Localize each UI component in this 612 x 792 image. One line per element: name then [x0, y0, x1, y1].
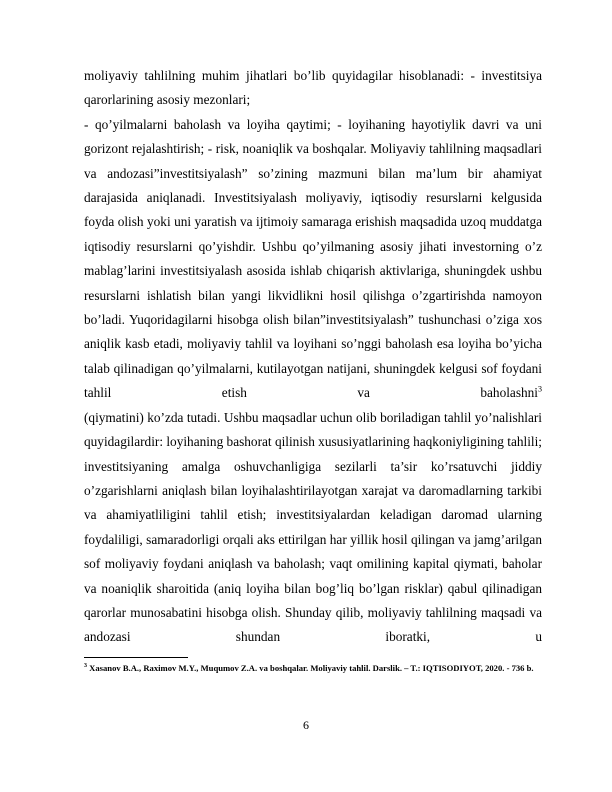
footnote-reference[interactable]: 3 — [538, 384, 542, 394]
paragraph-1: moliyaviy tahlilning muhim jihatlari bo’lib quyidagilar hisoblanadi: - investitsiya qarorlarining asosiy mezonlari; — [84, 68, 542, 108]
paragraph-2 — [84, 113, 542, 406]
footnote — [84, 660, 554, 677]
footnote-divider — [84, 657, 188, 658]
footnote-text: Xasanov B.A., Raximov M.Y., Muqumov Z.A. va boshqalar. Moliyaviy tahlil. Darslik. – T.: IQTISODIYOT, 2020. - 736 b. — [89, 663, 534, 673]
footnote-marker: 3 — [84, 663, 87, 670]
paragraph-3: (qiymatini) ko’zda tutadi. Ushbu maqsadlar uchun olib boriladigan tahlil yo’nalishlari quyidagilardir: loyihaning bashorat qilinish xususiyatlarining haqkoniyligining tahlili; investitsiyaning amalga oshuvchanligiga sezilarli ta’sir ko’rsatuvchi jiddiy o’zgarishlarni aniqlash bilan loyihalashtirilayotgan xarajat va daromadlarning tarkibi va ahamiyatliligini tahlil etish; investitsiyalardan keladigan daromad ularning foydaliligi, samaradorligi orqali aks ettirilgan har yillik hosil qilingan va jamg’arilgan sof moliyaviy foydani aniqlash va baholash; vaqt omilining kapital qiymati, baholar va noaniqlik sharoitida (aniq loyiha bilan bog’liq bo’lgan risklar) qabul qilinadigan qarorlar munosabatini hisobga olish. Shunday qilib, moliyaviy tahlilning maqsadi va andozasi shundan iboratki, u — [84, 409, 542, 645]
body-text — [84, 64, 542, 650]
page-number: 6 — [303, 718, 309, 732]
paragraph-2-text: - qo’yilmalarni baholash va loyiha qaytimi; - loyihaning hayotiylik davri va uni gorizont rejalashtirish; - risk, noaniqlik va boshqalar. Moliyaviy tahlilning maqsadlari va andozasi”investitsiyalash” so’zining mazmuni bilan ma’lum bir ahamiyat darajasida aniqlanadi. Investitsiyalash moliyaviy, iqtisodiy resurslarni kelgusida foyda olish yoki uni yaratish va ijtimoiy samaraga erishish maqsadida uzoq muddatga iqtisodiy resurslarni qo’yishdir. Ushbu qo’yilmaning asosiy jihati investorning o’z mablag’larini investitsiyalash asosida ishlab chiqarish aktivlariga, shuningdek ushbu resurslarni ishlatish bilan yangi likvidlikni hosil qilishga o’zgartirishda namoyon bo’ladi. Yuqoridagilarni hisobga olish bilan”investitsiyalash” tushunchasi o’ziga xos aniqlik kasb etadi, moliyaviy tahlil va loyihani so’nggi baholash esa loyiha bo’yicha talab qilinadigan qo’yilmalarni, kutilayotgan natijani, shuningdek kelgusi sof foydani tahlil etish va baholashni — [84, 116, 542, 401]
